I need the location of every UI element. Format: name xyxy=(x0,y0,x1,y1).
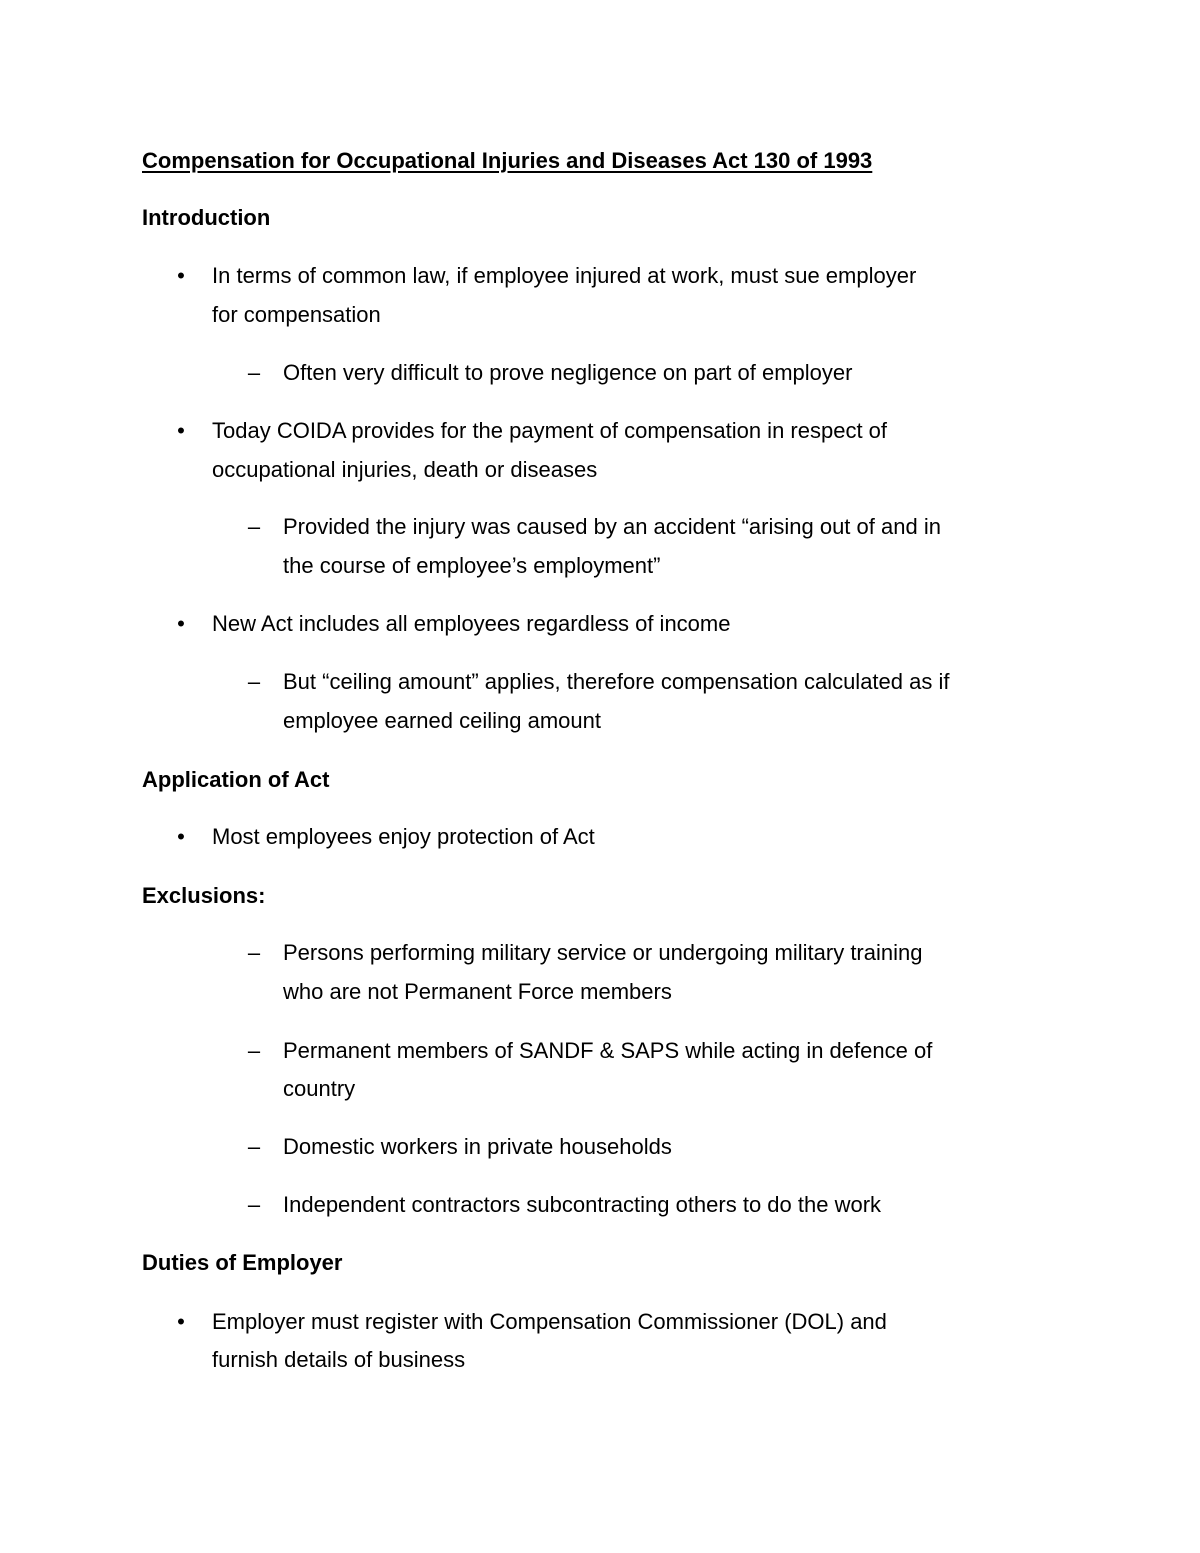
exclusion-item-2-line-1: Permanent members of SANDF & SAPS while acting in defence of xyxy=(283,1038,933,1063)
dash-icon: – xyxy=(247,940,261,965)
dash-icon: – xyxy=(247,514,261,539)
intro-bullet-3-line-1: New Act includes all employees regardless of income xyxy=(212,611,731,636)
intro-bullet-2-sub-1-line-2: the course of employee’s employment” xyxy=(283,553,661,578)
section-heading-exclusions: Exclusions: xyxy=(142,883,266,908)
bullet-icon: • xyxy=(177,1309,185,1334)
dash-icon: – xyxy=(247,360,261,385)
duties-bullet-1-line-1: Employer must register with Compensation Commissioner (DOL) and xyxy=(212,1309,887,1334)
application-bullet-1: Most employees enjoy protection of Act xyxy=(212,824,595,849)
dash-icon: – xyxy=(247,669,261,694)
exclusion-item-4: Independent contractors subcontracting others to do the work xyxy=(283,1192,882,1217)
document-title: Compensation for Occupational Injuries and Diseases Act 130 of 1993 xyxy=(142,148,873,173)
bullet-icon: • xyxy=(177,611,185,636)
bullet-icon: • xyxy=(177,263,185,288)
dash-icon: – xyxy=(247,1192,261,1217)
section-heading-application: Application of Act xyxy=(142,767,330,792)
exclusion-item-1-line-2: who are not Permanent Force members xyxy=(283,979,672,1004)
duties-bullet-1-line-2: furnish details of business xyxy=(212,1347,466,1372)
intro-bullet-2-line-1: Today COIDA provides for the payment of compensation in respect of xyxy=(212,418,888,443)
intro-bullet-3-sub-1-line-2: employee earned ceiling amount xyxy=(283,708,601,733)
intro-bullet-2-line-2: occupational injuries, death or diseases xyxy=(212,457,598,482)
bullet-icon: • xyxy=(177,824,185,849)
intro-bullet-1-line-2: for compensation xyxy=(212,302,381,327)
exclusion-item-3: Domestic workers in private households xyxy=(283,1134,672,1159)
section-heading-duties: Duties of Employer xyxy=(142,1250,343,1275)
intro-bullet-3-sub-1-line-1: But “ceiling amount” applies, therefore compensation calculated as if xyxy=(283,669,950,694)
dash-icon: – xyxy=(247,1038,261,1063)
section-heading-introduction: Introduction xyxy=(142,205,271,230)
dash-icon: – xyxy=(247,1134,261,1159)
intro-bullet-1-sub-1: Often very difficult to prove negligence on part of employer xyxy=(283,360,853,385)
exclusion-item-2-line-2: country xyxy=(283,1076,356,1101)
bullet-icon: • xyxy=(177,418,185,443)
intro-bullet-1-line-1: In terms of common law, if employee injured at work, must sue employer xyxy=(212,263,917,288)
exclusion-item-1-line-1: Persons performing military service or undergoing military training xyxy=(283,940,923,965)
intro-bullet-2-sub-1-line-1: Provided the injury was caused by an accident “arising out of and in xyxy=(283,514,941,539)
